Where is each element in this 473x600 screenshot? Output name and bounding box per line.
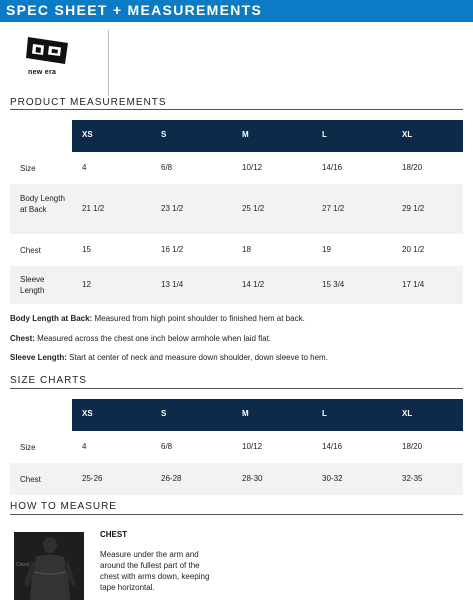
table-cell: 14 1/2	[242, 280, 265, 289]
table-cell: 17 1/4	[402, 280, 425, 289]
column-header: M	[242, 409, 249, 418]
logo-wordmark: new era	[28, 69, 57, 76]
chest-heading: CHEST	[100, 530, 128, 539]
table-cell: 29 1/2	[402, 204, 425, 213]
header-banner	[0, 0, 473, 22]
model-silhouette-icon	[14, 532, 84, 600]
column-header: XS	[82, 130, 93, 139]
table-cell: 6/8	[161, 163, 173, 172]
table-header	[72, 120, 463, 152]
note-body-length	[10, 314, 305, 323]
table-row	[10, 463, 463, 495]
table-cell: 32-35	[402, 474, 423, 483]
table-cell: 10/12	[242, 442, 263, 451]
size-charts-title: SIZE CHARTS	[10, 375, 87, 386]
flag-logo-icon	[24, 36, 70, 66]
note-text: Measured across the chest one inch below armhole when laid flat.	[34, 334, 272, 343]
table-cell: 13 1/4	[161, 280, 184, 289]
chest-label: Chest	[16, 562, 30, 568]
logo-divider	[108, 30, 109, 96]
column-header: XL	[402, 130, 413, 139]
note-text: Start at center of neck and measure down shoulder, down sleeve to hem.	[66, 353, 328, 362]
column-header: S	[161, 409, 167, 418]
table-row	[10, 184, 463, 234]
table-header	[72, 399, 463, 431]
table-cell: 18/20	[402, 442, 423, 451]
table-cell: 28-30	[242, 474, 263, 483]
table-cell: 30-32	[322, 474, 343, 483]
page-title: SPEC SHEET + MEASUREMENTS	[6, 2, 263, 18]
table-cell: 16 1/2	[161, 245, 184, 254]
new-era-logo	[24, 36, 70, 84]
table-cell: 10/12	[242, 163, 263, 172]
note-term: Body Length at Back:	[10, 314, 93, 323]
product-measurements-title: PRODUCT MEASUREMENTS	[10, 97, 167, 108]
table-cell: 18/20	[402, 163, 423, 172]
section-divider	[10, 388, 463, 389]
table-cell: 18	[242, 245, 251, 254]
table-cell: 15	[82, 245, 91, 254]
table-row	[10, 266, 463, 304]
table-row	[10, 234, 463, 266]
section-divider	[10, 514, 463, 515]
table-cell: 6/8	[161, 442, 173, 451]
table-cell: 19	[322, 245, 331, 254]
chest-description: Measure under the arm and around the fullest part of the chest with arms down, keeping tape horizontal.	[100, 550, 210, 592]
table-cell: 21 1/2	[82, 204, 105, 213]
table-cell: 14/16	[322, 163, 343, 172]
column-header: XS	[82, 409, 93, 418]
table-row	[10, 431, 463, 463]
table-cell: 25-26	[82, 474, 103, 483]
product-measurements-table	[10, 120, 463, 310]
table-cell: 15 3/4	[322, 280, 345, 289]
row-label: Size	[20, 443, 36, 452]
table-cell: 26-28	[161, 474, 182, 483]
column-header: L	[322, 409, 327, 418]
row-label: Body Length at Back	[20, 194, 65, 214]
table-cell: 4	[82, 163, 87, 172]
column-header: L	[322, 130, 327, 139]
table-cell: 23 1/2	[161, 204, 184, 213]
row-label: Chest	[20, 475, 41, 484]
table-cell: 4	[82, 442, 87, 451]
column-header: M	[242, 130, 249, 139]
note-chest	[10, 334, 271, 343]
row-label: Sleeve Length	[20, 275, 45, 295]
section-divider	[10, 109, 463, 110]
table-cell: 14/16	[322, 442, 343, 451]
column-header: S	[161, 130, 167, 139]
row-label: Chest	[20, 246, 41, 255]
measurement-model-image	[14, 532, 84, 600]
row-label: Size	[20, 164, 36, 173]
size-chart-table	[10, 399, 463, 495]
table-cell: 27 1/2	[322, 204, 345, 213]
table-cell: 12	[82, 280, 91, 289]
note-term: Sleeve Length:	[10, 353, 67, 362]
table-cell: 20 1/2	[402, 245, 425, 254]
table-cell: 25 1/2	[242, 204, 265, 213]
how-to-measure-title: HOW TO MEASURE	[10, 501, 117, 512]
column-header: XL	[402, 409, 413, 418]
note-term: Chest:	[10, 334, 35, 343]
note-sleeve-length	[10, 353, 328, 362]
note-text: Measured from high point shoulder to finished hem at back.	[92, 314, 305, 323]
table-row	[10, 152, 463, 184]
